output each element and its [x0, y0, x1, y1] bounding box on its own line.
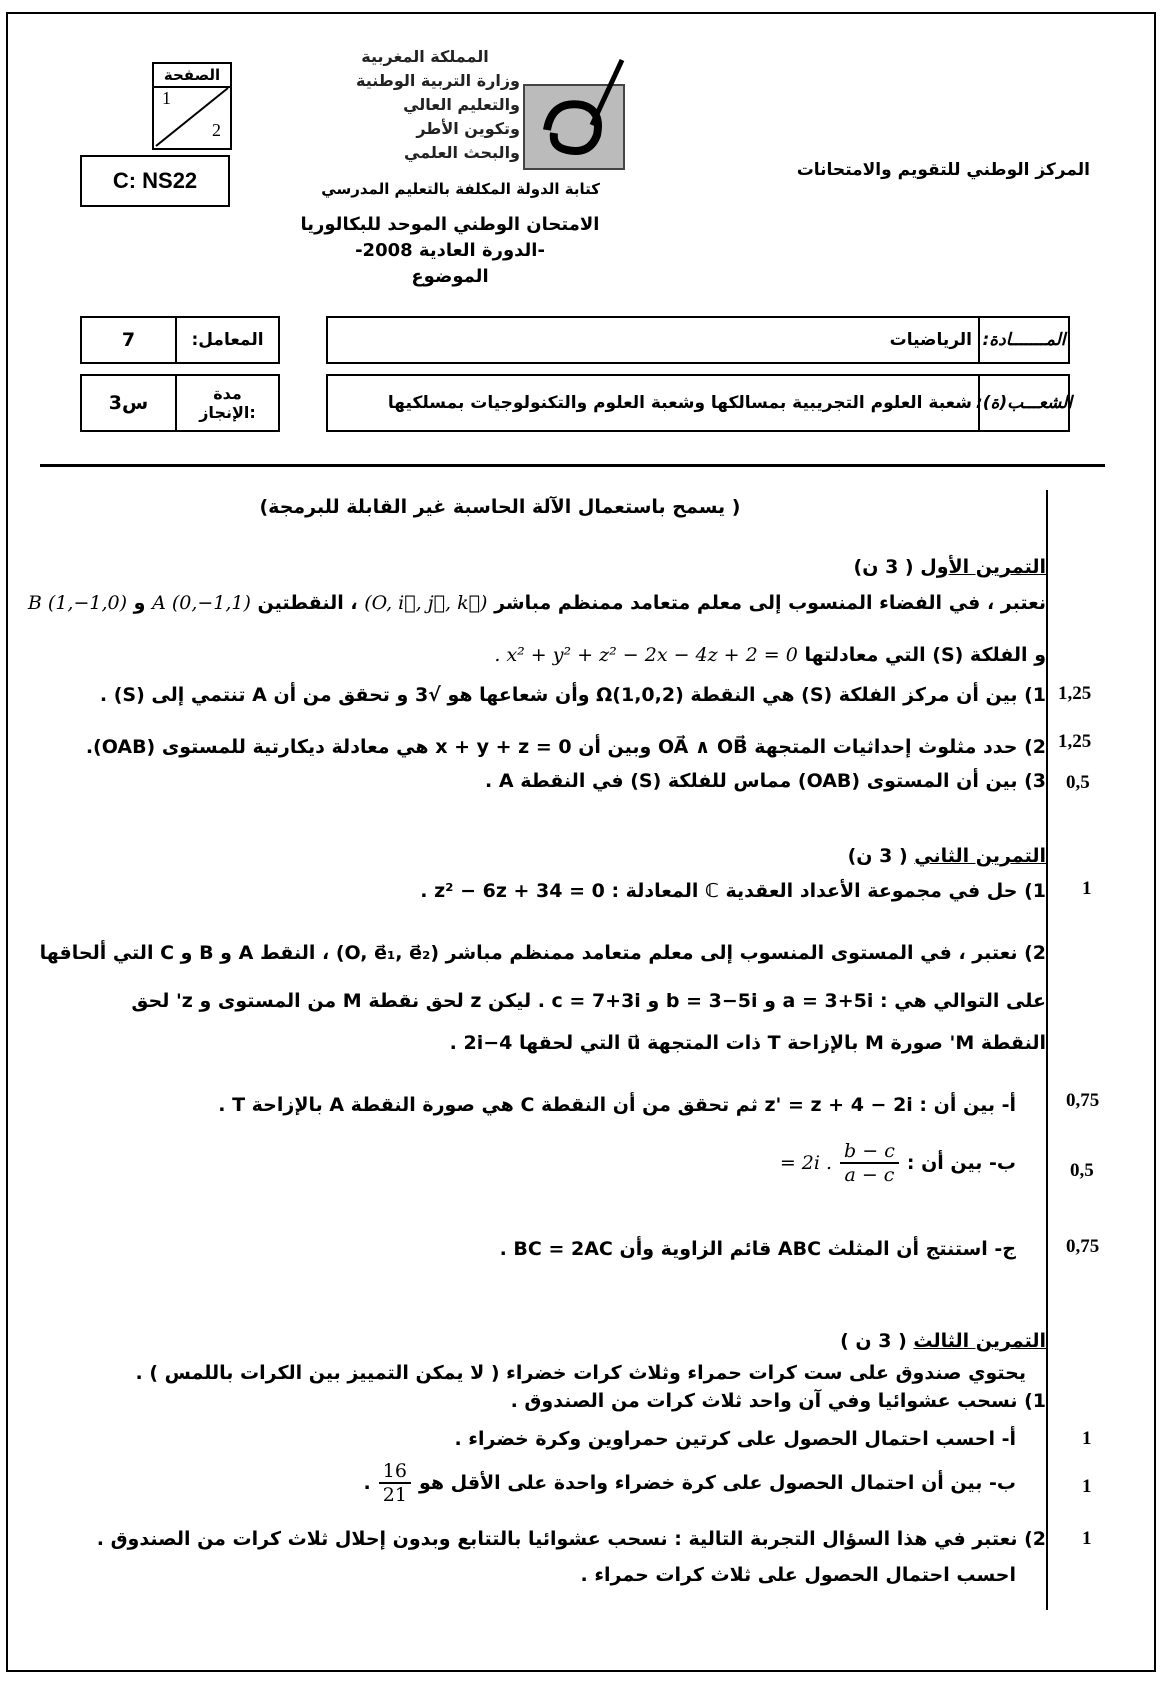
page-number: 1: [162, 88, 171, 108]
calculator-note: ( يسمح باستعمال الآلة الحاسبة غير القابلة للبرمجة): [259, 496, 741, 518]
ex2-q1: 1) حل في مجموعة الأعداد العقدية ℂ المعادلة : z² − 6z + 34 = 0 .: [420, 880, 1046, 902]
ministry-seal: المملكة المغربية وزارة التربية الوطنية والتعليم العالي وتكوين الأطر والبحث العلمي: [330, 45, 630, 205]
page-label: الصفحة: [154, 64, 230, 88]
ex2-qa: أ- بين أن : z' = z + 4 − 2i ثم تحقق من أن النقطة C هي صورة النقطة A بالإزاحة T .: [218, 1094, 1016, 1116]
ex2-qb-mark: 0,5: [1070, 1160, 1094, 1181]
ex2-qc-mark: 0,75: [1066, 1236, 1100, 1257]
ministry-logo: [522, 55, 632, 173]
ex2-q2-line2: على التوالي هي : a = 3+5i و b = 3−5i و c = 7+3i . ليكن z لحق نقطة M من المستوى و z' لحق: [131, 990, 1046, 1012]
ex3-qa: أ- احسب احتمال الحصول على كرتين حمراوين وكرة خضراء .: [454, 1428, 1016, 1450]
ex3-q2-line1: 2) نعتبر في هذا السؤال التجربة التالية : نسحب عشوائيا بالتتابع وبدون إحلال ثلاث كرات من الصندوق .: [96, 1528, 1046, 1550]
ex1-title: التمرين الأول ( 3 ن): [853, 556, 1046, 578]
ex1-q3-mark: 0,5: [1066, 772, 1090, 793]
branch-box: الشعـــب(ة): شعبة العلوم التجريبية بمسالكها وشعبة العلوم والتكنولوجيات بمسلكيها: [326, 374, 1070, 432]
ex3-q2-mark: 1: [1082, 1528, 1092, 1549]
ex3-intro: يحتوي صندوق على ست كرات حمراء وثلاث كرات خضراء ( لا يمكن التمييز بين الكرات باللمس ) .: [135, 1362, 1026, 1384]
exam-code: C: NS22: [80, 155, 230, 207]
ex2-qb: ب- بين أن : $\frac{b - c}{a - c}$ = 2i .: [779, 1140, 1016, 1186]
header-rule: [40, 464, 1105, 467]
ex2-q2-line3: النقطة M' صورة M بالإزاحة T ذات المتجهة u⃗ التي لحقها 4−2i .: [449, 1032, 1046, 1054]
ex2-q2-line1: 2) نعتبر ، في المستوى المنسوب إلى معلم متعامد ممنظم مباشر (O, e⃗₁, e⃗₂) ، النقط A و B و C التي ألحاقها: [39, 942, 1046, 964]
margin-rule: [1046, 490, 1048, 1610]
ex3-q2-line2: احسب احتمال الحصول على ثلاث كرات حمراء .: [580, 1564, 1016, 1586]
duration-box: 3س مدة الإنجاز:: [80, 374, 280, 432]
ex3-qb: ب- بين أن احتمال الحصول على كرة خضراء واحدة على الأقل هو 16 21 .: [363, 1460, 1016, 1506]
subject-box: المـــــــادة: الرياضيات: [326, 316, 1070, 364]
coef-box: 7 المعامل:: [80, 316, 280, 364]
ex1-q3: 3) بين أن المستوى (OAB) مماس للفلكة (S) في النقطة A .: [485, 770, 1046, 792]
ex2-title: التمرين الثاني ( 3 ن): [847, 845, 1046, 867]
center-name: المركز الوطني للتقويم والامتحانات: [796, 160, 1090, 180]
ex1-q1: 1) بين أن مركز الفلكة (S) هي النقطة Ω(1,0,2) وأن شعاعها هو √3 و تحقق من أن A تنتمي إلى (S) .: [99, 684, 1046, 706]
ex1-q2-mark: 1,25: [1058, 731, 1092, 752]
ex1-q1-mark: 1,25: [1058, 683, 1092, 704]
ex3-qb-mark: 1: [1082, 1476, 1092, 1497]
state-secretariat: كتابة الدولة المكلفة بالتعليم المدرسي: [321, 180, 600, 198]
ex1-intro: نعتبر ، في الفضاء المنسوب إلى معلم متعامد ممنظم مباشر (O, i⃗, j⃗, k⃗) ، النقطتين A (0,−1,1) و B (1,−1,0): [27, 592, 1046, 614]
page-total: 2: [212, 120, 221, 140]
exam-title: الامتحان الوطني الموحد للبكالوريا -الدورة العادية 2008- الموضوع: [300, 214, 600, 287]
ex2-qa-mark: 0,75: [1066, 1090, 1100, 1111]
page-counter: [152, 62, 232, 150]
ex1-q2: 2) حدد مثلوث إحداثيات المتجهة OA⃗ ∧ OB⃗ وبين أن x + y + z = 0 هي معادلة ديكارتية للمستوى (OAB).: [85, 736, 1046, 758]
ex3-q1: 1) نسحب عشوائيا وفي آن واحد ثلاث كرات من الصندوق .: [510, 1390, 1046, 1412]
ex2-q1-mark: 1: [1082, 878, 1092, 899]
ex1-sphere: و الفلكة (S) التي معادلتها x² + y² + z² − 2x − 4z + 2 = 0 .: [494, 644, 1046, 666]
ex3-title: التمرين الثالث ( 3 ن ): [840, 1330, 1046, 1352]
ex3-qa-mark: 1: [1082, 1428, 1092, 1449]
ex2-qc: ج- استنتج أن المثلث ABC قائم الزاوية وأن BC = 2AC .: [499, 1238, 1016, 1260]
